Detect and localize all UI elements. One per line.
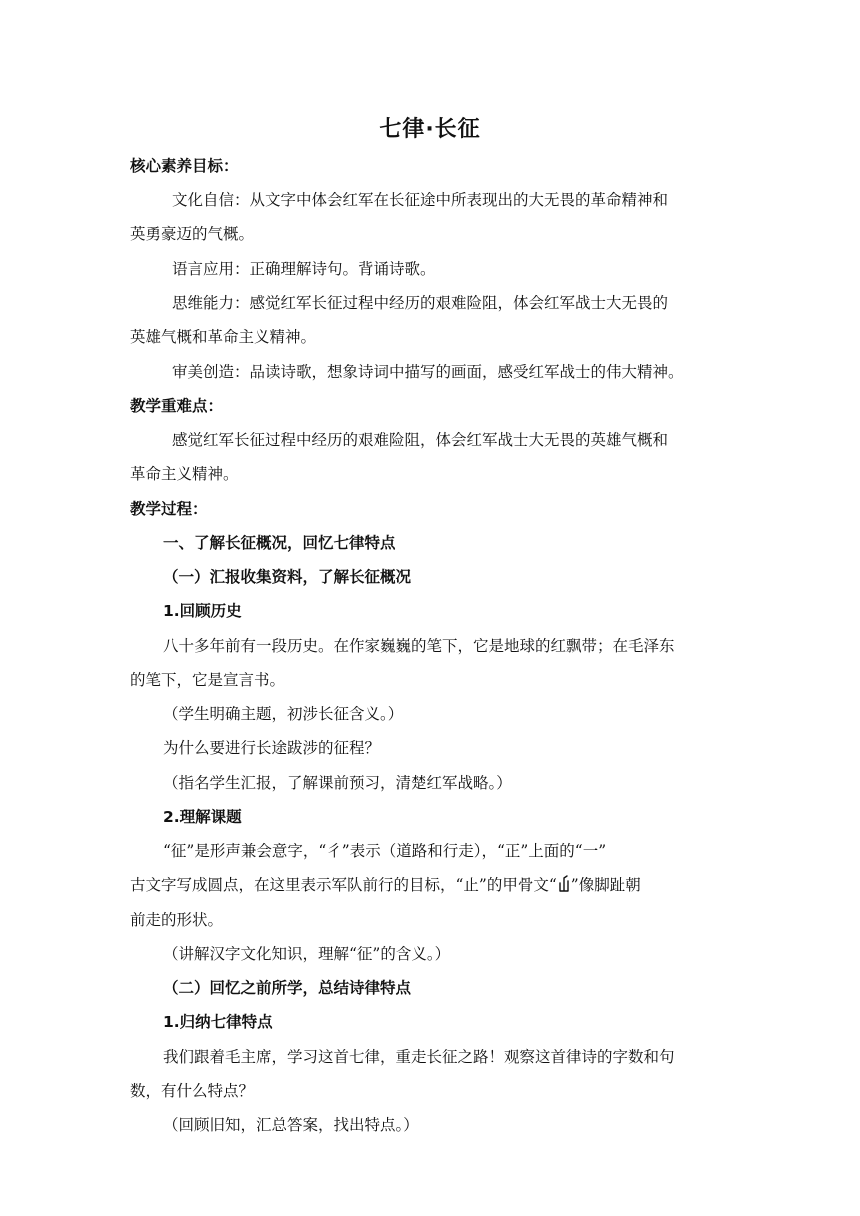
culture-text-2: 英勇豪迈的气概。 bbox=[130, 225, 255, 243]
aesthetic-text: 审美创造：品读诗歌，想象诗词中描写的画面，感受红军战士的伟大精神。 bbox=[172, 363, 684, 381]
process-heading: 教学过程： bbox=[130, 500, 208, 518]
thinking-text-1: 思维能力：感觉红军长征过程中经历的艰难险阻，体会红军战士大无畏的 bbox=[172, 294, 669, 312]
item3-heading: 1.归纳七律特点 bbox=[163, 1013, 273, 1031]
sub1-heading: （一）汇报收集资料，了解长征概况 bbox=[163, 568, 412, 586]
culture-text-1: 文化自信：从文字中体会红军在长征途中所表现出的大无畏的革命精神和 bbox=[172, 191, 669, 209]
zheng-text-2 bbox=[130, 875, 641, 895]
zheng-text-2a: 古文字写成圆点，在这里表示军队前行的目标，“止”的甲骨文“ bbox=[130, 876, 557, 894]
item1-heading: 1.回顾历史 bbox=[163, 602, 242, 620]
history-question-note: （指名学生汇报，了解课前预习，清楚红军战略。） bbox=[163, 774, 512, 792]
key-points-heading: 教学重难点： bbox=[130, 397, 224, 415]
lvshi-text-2: 数，有什么特点？ bbox=[130, 1082, 255, 1100]
history-text-1: 八十多年前有一段历史。在作家巍巍的笔下，它是地球的红飘带；在毛泽东 bbox=[163, 637, 675, 655]
zheng-text-2b: ”像脚趾朝 bbox=[570, 876, 641, 894]
sub2-heading: （二）回忆之前所学，总结诗律特点 bbox=[163, 979, 412, 997]
history-note: （学生明确主题，初涉长征含义。） bbox=[163, 705, 404, 723]
lvshi-note: （回顾旧知，汇总答案，找出特点。） bbox=[163, 1116, 419, 1134]
zheng-note: （讲解汉字文化知识，理解“征”的含义。） bbox=[163, 945, 451, 963]
thinking-text-2: 英雄气概和革命主义精神。 bbox=[130, 328, 317, 346]
key-text-2: 革命主义精神。 bbox=[130, 465, 239, 483]
history-text-2: 的笔下，它是宣言书。 bbox=[130, 671, 286, 689]
page-title: 七律·长征 bbox=[379, 117, 481, 142]
key-text-1: 感觉红军长征过程中经历的艰难险阻，体会红军战士大无畏的英雄气概和 bbox=[172, 431, 669, 449]
part1-heading: 一、了解长征概况，回忆七律特点 bbox=[163, 534, 396, 552]
core-goals-heading: 核心素养目标： bbox=[130, 157, 239, 175]
oracle-bone-zhi-icon bbox=[557, 875, 571, 893]
language-text: 语言应用：正确理解诗句。背诵诗歌。 bbox=[172, 260, 436, 278]
history-question: 为什么要进行长途跋涉的征程？ bbox=[163, 739, 381, 757]
zheng-text-1: “征”是形声兼会意字，“彳”表示（道路和行走），“正”上面的“一” bbox=[163, 842, 607, 860]
zheng-text-3: 前走的形状。 bbox=[130, 911, 224, 929]
lvshi-text-1: 我们跟着毛主席，学习这首七律，重走长征之路！观察这首律诗的字数和句 bbox=[163, 1048, 675, 1066]
item2-heading: 2.理解课题 bbox=[163, 808, 242, 826]
